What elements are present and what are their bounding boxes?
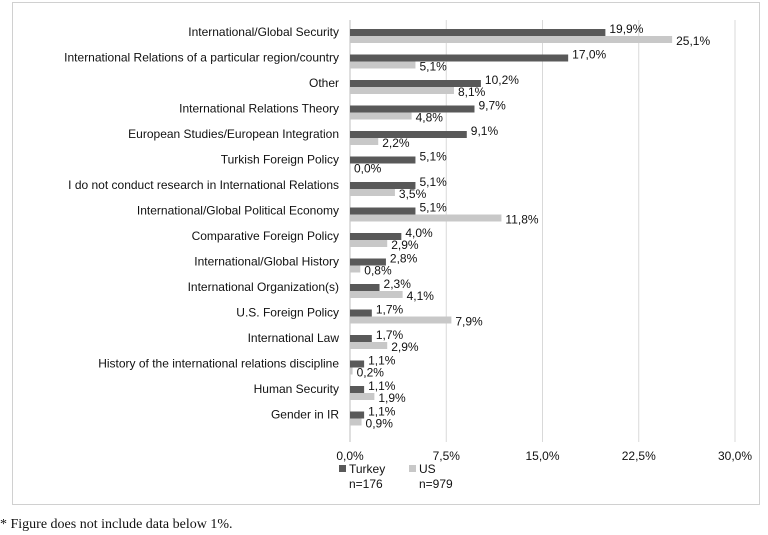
x-tick-label: 22,5%: [621, 449, 656, 463]
value-label-turkey: 1,1%: [368, 353, 396, 368]
value-label-turkey: 4,0%: [405, 226, 433, 240]
value-label-turkey: 2,3%: [383, 277, 411, 291]
category-label: U.S. Foreign Policy: [236, 305, 339, 320]
value-label-turkey: 19,9%: [609, 22, 644, 36]
value-label-us: 4,8%: [415, 110, 443, 125]
bar-turkey: [350, 29, 605, 36]
category-label: International Organization(s): [187, 280, 339, 294]
value-label-us: 1,9%: [378, 391, 406, 405]
bar-turkey: [350, 335, 372, 342]
x-tick-label: 15,0%: [525, 449, 560, 463]
category-label: International/Global History: [194, 254, 339, 269]
category-label: I do not conduct research in International Relations: [68, 178, 339, 192]
value-label-us: 3,5%: [398, 187, 427, 201]
category-label: History of the international relations discipline: [98, 356, 339, 371]
bar-us: [350, 62, 415, 69]
value-label-turkey: 5,1%: [419, 175, 447, 189]
value-label-turkey: 5,1%: [419, 149, 447, 164]
legend-n-label: n=176: [349, 477, 383, 491]
bar-us: [350, 113, 412, 120]
value-label-us: 0,0%: [354, 161, 382, 176]
value-label-us: 25,1%: [676, 34, 711, 48]
value-label-turkey: 17,0%: [572, 47, 607, 62]
footnote: * Figure does not include data below 1%.: [0, 517, 233, 532]
bar-us: [350, 240, 387, 247]
value-label-turkey: 5,1%: [419, 200, 447, 215]
bar-turkey: [350, 55, 568, 62]
legend-n-label: n=979: [419, 477, 453, 491]
value-label-us: 0,2%: [356, 365, 384, 380]
bar-us: [350, 317, 451, 324]
bar-us: [350, 393, 374, 400]
bar-us: [350, 266, 360, 273]
category-label: Other: [308, 76, 339, 90]
value-label-us: 5,1%: [419, 59, 447, 74]
value-label-turkey: 2,8%: [389, 251, 418, 266]
value-label-turkey: 9,7%: [478, 98, 506, 113]
category-label: International Relations of a particular region/country: [64, 50, 339, 65]
chart-frame: [12, 2, 760, 505]
value-label-us: 11,8%: [505, 212, 539, 227]
bar-turkey: [350, 208, 415, 215]
value-label-us: 7,9%: [455, 314, 483, 329]
bar-us: [350, 215, 501, 222]
value-label-turkey: 1,7%: [375, 302, 404, 317]
value-label-turkey: 9,1%: [470, 124, 499, 138]
bar-turkey: [350, 284, 380, 291]
bar-us: [350, 189, 395, 196]
x-tick-label: 0,0%: [336, 449, 364, 463]
value-label-turkey: 10,2%: [484, 73, 519, 87]
bar-us: [350, 368, 353, 375]
value-label-turkey: 1,1%: [368, 404, 396, 419]
category-label: Gender in IR: [270, 407, 339, 422]
category-label: Turkish Foreign Policy: [220, 152, 339, 167]
value-label-turkey: 1,7%: [375, 328, 404, 342]
legend: [339, 462, 453, 491]
bar-chart: [13, 3, 759, 504]
value-label-us: 0,8%: [364, 263, 392, 278]
x-tick-label: 7,5%: [432, 449, 460, 463]
legend-swatch: [339, 465, 346, 472]
bar-us: [350, 36, 672, 43]
category-label: Human Security: [253, 382, 339, 396]
value-label-us: 0,9%: [365, 416, 393, 431]
bar-turkey: [350, 386, 364, 393]
legend-swatch: [409, 465, 416, 472]
x-tick-label: 30,0%: [717, 449, 753, 463]
bar-us: [350, 291, 403, 298]
bar-us: [350, 419, 362, 426]
value-label-turkey: 1,1%: [368, 379, 396, 393]
category-label: International/Global Security: [188, 25, 339, 39]
bar-us: [350, 138, 378, 145]
value-label-us: 2,2%: [382, 136, 410, 150]
value-label-us: 2,9%: [391, 238, 419, 252]
legend-series-name: US: [419, 462, 436, 476]
bar-turkey: [350, 106, 474, 113]
bar-us: [350, 87, 454, 94]
legend-series-name: Turkey: [349, 462, 386, 476]
category-label: International Law: [247, 331, 339, 345]
category-label: International/Global Political Economy: [136, 203, 339, 218]
bars: [350, 29, 672, 426]
value-label-us: 2,9%: [391, 340, 419, 354]
category-label: International Relations Theory: [179, 101, 339, 116]
bar-turkey: [350, 310, 372, 317]
bar-us: [350, 342, 387, 349]
category-label: Comparative Foreign Policy: [191, 229, 339, 243]
bar-turkey: [350, 412, 364, 419]
category-label: European Studies/European Integration: [128, 127, 339, 141]
value-label-us: 4,1%: [406, 289, 434, 303]
value-label-us: 8,1%: [457, 85, 486, 99]
